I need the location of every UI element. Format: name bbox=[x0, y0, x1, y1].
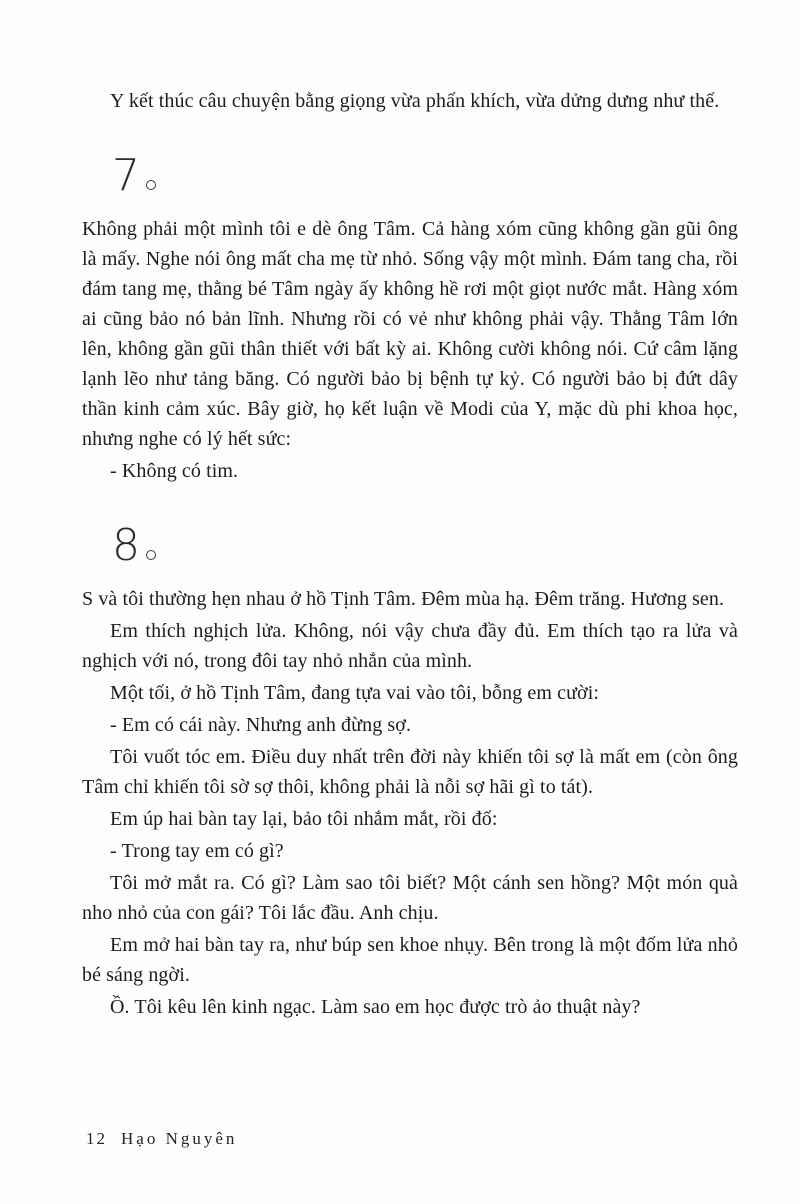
dialogue-line: - Em có cái này. Nhưng anh đừng sợ. bbox=[110, 714, 412, 736]
page-number: 12 bbox=[86, 1129, 107, 1148]
sections-container bbox=[82, 152, 738, 1022]
dialogue-line: - Trong tay em có gì? bbox=[110, 840, 284, 862]
paragraph: Em úp hai bàn tay lại, bảo tôi nhắm mắt, rồi đố: bbox=[110, 808, 498, 830]
author-name: Hạo Nguyên bbox=[121, 1129, 238, 1148]
section-number-ring-icon bbox=[146, 180, 156, 190]
dialogue-line: - Không có tim. bbox=[110, 460, 239, 482]
intro-paragraph: Y kết thúc câu chuyện bằng giọng vừa phấn khích, vừa dửng dưng như thế. bbox=[110, 90, 720, 112]
paragraph: S và tôi thường hẹn nhau ở hồ Tịnh Tâm. Đêm mùa hạ. Đêm trăng. Hương sen. bbox=[82, 588, 725, 610]
paragraph: Em mở hai bàn tay ra, như búp sen khoe nhụy. Bên trong là một đốm lửa nhỏ bé sáng ngời. bbox=[82, 934, 738, 986]
paragraph: Không phải một mình tôi e dè ông Tâm. Cả hàng xóm cũng không gần gũi ông là mấy. Nghe nói ông mất cha mẹ từ nhỏ. Sống vậy một mình. Đám tang cha, rồi đám tang mẹ, thằng bé Tâm ngày ấy không hề rơi một giọt nước mắt. Hàng xóm ai cũng bảo nó bản lĩnh. Nhưng rồi có vẻ như không phải vậy. Thằng Tâm lớn lên, không gần gũi thân thiết với bất kỳ ai. Không cười không nói. Cứ câm lặng lạnh lẽo như tảng băng. Có người bảo bị bệnh tự kỷ. Có người bảo bị đứt dây thần kinh cảm xúc. Bây giờ, họ kết luận về Modi của Y, mặc dù phi khoa học, nhưng nghe có lý hết sức: bbox=[82, 218, 738, 450]
paragraph: Em thích nghịch lửa. Không, nói vậy chưa đầy đủ. Em thích tạo ra lửa và nghịch với nó, trong đôi tay nhỏ nhắn của mình. bbox=[82, 620, 738, 672]
section-heading-7 bbox=[112, 152, 738, 200]
section-number-ring-icon bbox=[146, 550, 156, 560]
section-number: 7 bbox=[112, 150, 141, 201]
page-footer bbox=[86, 1128, 237, 1150]
paragraph: Tôi vuốt tóc em. Điều duy nhất trên đời này khiến tôi sợ là mất em (còn ông Tâm chỉ khiến tôi sờ sợ thôi, không phải là nỗi sợ hãi gì to tát). bbox=[82, 746, 738, 798]
section-heading-8 bbox=[112, 522, 738, 570]
paragraph: Ồ. Tôi kêu lên kinh ngạc. Làm sao em học được trò ảo thuật này? bbox=[110, 996, 641, 1018]
paragraph: Một tối, ở hồ Tịnh Tâm, đang tựa vai vào tôi, bỗng em cười: bbox=[110, 682, 600, 704]
paragraph: Tôi mở mắt ra. Có gì? Làm sao tôi biết? Một cánh sen hồng? Một món quà nho nhỏ của con gái? Tôi lắc đầu. Anh chịu. bbox=[82, 872, 738, 924]
section-number: 8 bbox=[112, 520, 141, 571]
